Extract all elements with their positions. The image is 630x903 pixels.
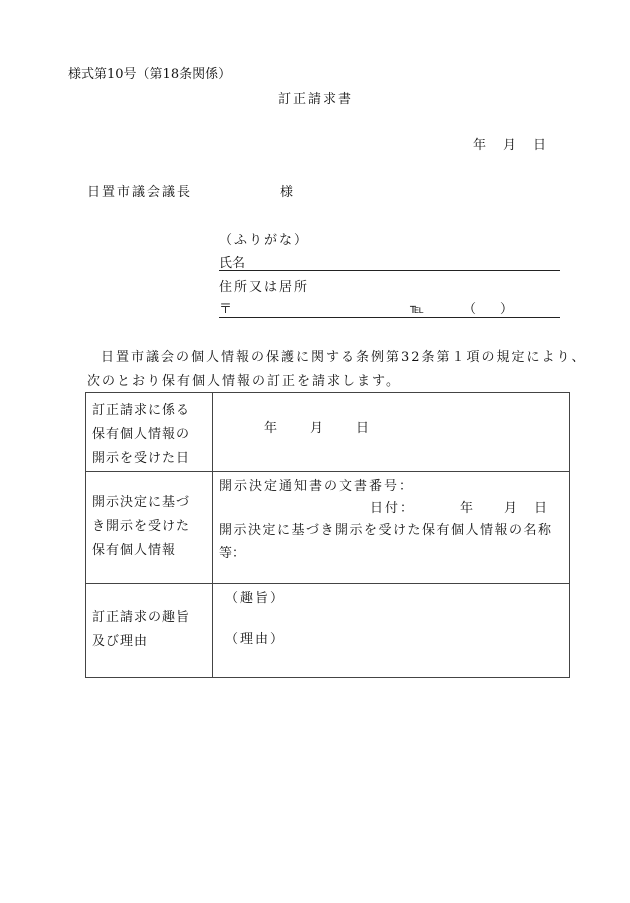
table-row-purpose-reason [86, 584, 570, 678]
row3-label-cell [86, 584, 213, 678]
body-text-line2: 次のとおり保有個人情報の訂正を請求します。 [87, 374, 401, 389]
row1-label-line: 開示を受けた日 [92, 451, 191, 466]
row2-date-label: 日付： [370, 501, 416, 516]
form-number: 様式第10号（第18条関係） [68, 67, 232, 82]
furigana-label: （ふりがな） [219, 233, 310, 248]
row1-month-label: 月 [310, 421, 324, 436]
tel-mark: ℡ [410, 302, 424, 317]
row2-label-line: 保有個人情報 [92, 543, 177, 558]
body-text-line1: 日置市議会の個人情報の保護に関する条例第32条第１項の規定により、 [101, 350, 587, 365]
tel-paren-close: ） [500, 302, 514, 317]
date-month-label: 月 [503, 138, 517, 153]
row1-label-line: 保有個人情報の [92, 427, 191, 442]
row2-day-label: 日 [534, 501, 548, 516]
address-underline [219, 317, 560, 318]
row2-label-line: き開示を受けた [92, 519, 191, 534]
postal-mark: 〒 [219, 302, 233, 317]
addressee-name: 日置市議会議長 [87, 185, 193, 200]
row1-value-cell[interactable] [213, 393, 570, 472]
name-underline [219, 270, 560, 271]
row1-year-label: 年 [264, 421, 278, 436]
tel-paren-open: （ [463, 302, 477, 317]
address-label: 住所又は居所 [219, 280, 310, 295]
purpose-label: （趣旨） [225, 591, 286, 606]
addressee-honorific: 様 [280, 185, 294, 200]
row2-year-label: 年 [460, 501, 474, 516]
date-day-label: 日 [533, 138, 547, 153]
row2-month-label: 月 [504, 501, 518, 516]
request-form-table [85, 392, 570, 678]
row3-label-line: 訂正請求の趣旨 [92, 610, 191, 625]
row2-value-cell[interactable] [213, 472, 570, 584]
reason-label: （理由） [225, 632, 286, 647]
date-year-label: 年 [473, 138, 487, 153]
table-row-disclosure-date [86, 393, 570, 472]
row1-label-line: 訂正請求に係る [92, 403, 191, 418]
info-name-label-line2: 等： [219, 546, 246, 561]
document-title: 訂正請求書 [278, 92, 354, 107]
name-label: 氏名 [219, 256, 246, 271]
row2-label-cell [86, 472, 213, 584]
row3-value-cell[interactable] [213, 584, 570, 678]
table-row-disclosed-info [86, 472, 570, 584]
info-name-label-line1: 開示決定に基づき開示を受けた保有個人情報の名称 [219, 523, 553, 538]
row1-label-cell [86, 393, 213, 472]
doc-number-label: 開示決定通知書の文書番号： [219, 479, 415, 494]
row1-day-label: 日 [356, 421, 370, 436]
row3-label-line: 及び理由 [92, 634, 149, 649]
row2-label-line: 開示決定に基づ [92, 495, 191, 510]
